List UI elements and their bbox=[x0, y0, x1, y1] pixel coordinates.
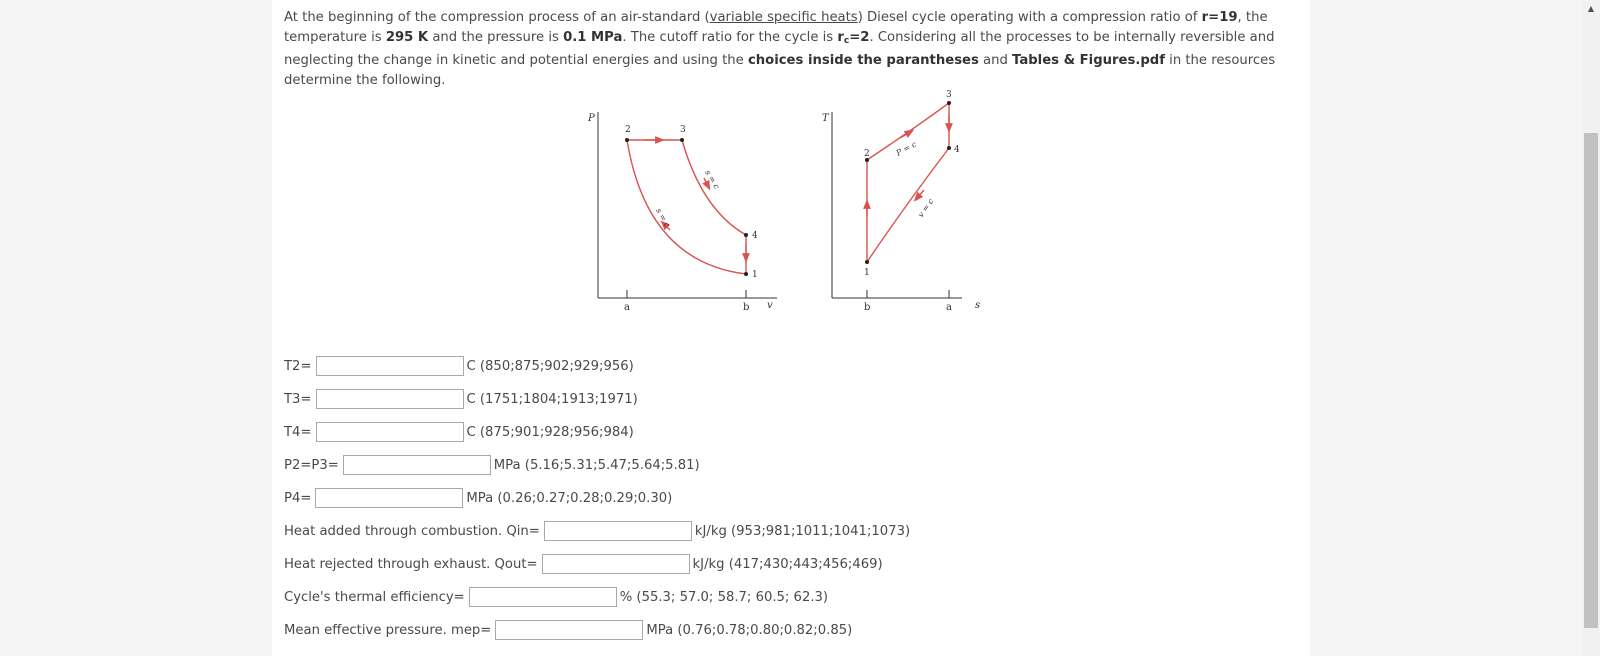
field-label: T4= bbox=[284, 424, 312, 440]
field-label: P2=P3= bbox=[284, 457, 339, 473]
pv-diagram bbox=[587, 112, 777, 313]
scroll-up-arrow-icon[interactable]: ▲ bbox=[1587, 4, 1595, 13]
field-label: T3= bbox=[284, 391, 312, 407]
ts-point-label-3: 3 bbox=[946, 90, 952, 100]
tables-reference: Tables & Figures.pdf bbox=[1012, 53, 1165, 68]
answer-row-t4 bbox=[284, 420, 634, 444]
field-label: T2= bbox=[284, 358, 312, 374]
scroll-thumb[interactable] bbox=[1584, 133, 1598, 628]
pv-isentropic-label: s = c bbox=[654, 206, 672, 229]
ts-point-label-1: 1 bbox=[864, 268, 870, 278]
answer-row-t3 bbox=[284, 387, 638, 411]
pv-y-label: P bbox=[588, 113, 595, 124]
pv-point-label-2: 2 bbox=[625, 125, 631, 135]
field-unit: kJ/kg (953;981;1011;1041;1073) bbox=[694, 523, 911, 539]
page-scrollbar[interactable] bbox=[1582, 0, 1600, 656]
pv-state-point bbox=[680, 138, 684, 142]
answer-row-efficiency bbox=[284, 585, 828, 609]
answer-row-t2 bbox=[284, 354, 634, 378]
main-content bbox=[272, 0, 1310, 656]
p2-p3-input[interactable] bbox=[343, 455, 491, 475]
ts-arrow-2-3 bbox=[900, 132, 910, 138]
field-unit: C (850;875;902;929;956) bbox=[466, 358, 634, 374]
pv-state-point bbox=[625, 138, 629, 142]
diesel-cycle-figure bbox=[272, 0, 1310, 330]
question-part: . Considering all the processes to be internally reversible and neglecting the change in kinetic and potential energies and using the bbox=[284, 30, 1275, 68]
answer-row-p2-p3 bbox=[284, 453, 700, 477]
ts-state-point bbox=[947, 101, 951, 105]
variable-specific-heats-link[interactable]: variable specific heats bbox=[709, 10, 858, 25]
pv-tick-label-b: b bbox=[743, 302, 750, 313]
question-part: and the pressure is bbox=[428, 30, 564, 45]
qout-input[interactable] bbox=[542, 554, 690, 574]
mep-input[interactable] bbox=[495, 620, 643, 640]
pv-process-1-2 bbox=[627, 140, 746, 274]
question-part: and bbox=[978, 53, 1013, 68]
answer-row-qout bbox=[284, 552, 883, 576]
question-part: ) Diesel cycle operating with a compression ratio of bbox=[857, 10, 1202, 25]
answer-row-qin bbox=[284, 519, 910, 543]
question-part: . The cutoff ratio for the cycle is bbox=[622, 30, 838, 45]
question-part: , the temperature is bbox=[284, 10, 1268, 45]
pv-state-point bbox=[744, 272, 748, 276]
choices-emphasis: choices inside the parantheses bbox=[747, 53, 979, 68]
pv-point-label-1: 1 bbox=[752, 270, 758, 280]
question-part: At the beginning of the compression process of an air-standard ( bbox=[284, 10, 710, 25]
ts-point-label-4: 4 bbox=[954, 145, 960, 155]
field-label: Mean effective pressure. mep= bbox=[284, 622, 492, 638]
pv-point-label-4: 4 bbox=[752, 231, 758, 241]
field-unit: MPa (5.16;5.31;5.47;5.64;5.81) bbox=[493, 457, 700, 473]
ts-point-label-2: 2 bbox=[864, 149, 870, 159]
field-label: Heat rejected through exhaust. Qout= bbox=[284, 556, 538, 572]
efficiency-input[interactable] bbox=[469, 587, 617, 607]
field-label: Heat added through combustion. Qin= bbox=[284, 523, 540, 539]
ts-isochoric-label: v = c bbox=[916, 196, 936, 220]
ts-tick-label-b: b bbox=[864, 302, 871, 313]
field-label: P4= bbox=[284, 490, 312, 506]
qin-input[interactable] bbox=[544, 521, 692, 541]
cutoff-ratio: $r_c=2$ bbox=[837, 30, 870, 46]
ts-isobaric-label: P = c bbox=[894, 139, 919, 158]
pv-x-label: v bbox=[767, 300, 773, 311]
ts-y-label: T bbox=[822, 113, 829, 124]
compression-ratio: r=19 bbox=[1201, 10, 1238, 25]
p4-input[interactable] bbox=[315, 488, 463, 508]
ts-x-label: s bbox=[975, 300, 981, 311]
pv-point-label-3: 3 bbox=[680, 125, 686, 135]
answer-row-p4 bbox=[284, 486, 672, 510]
initial-temperature: 295 K bbox=[385, 30, 429, 45]
ts-diagram bbox=[822, 90, 980, 313]
question-part: in the resources determine the following. bbox=[284, 53, 1276, 88]
field-unit: MPa (0.76;0.78;0.80;0.82;0.85) bbox=[646, 622, 853, 638]
ts-arrow-4-1 bbox=[917, 190, 924, 198]
field-unit: C (1751;1804;1913;1971) bbox=[466, 391, 638, 407]
pv-tick-label-a: a bbox=[624, 302, 630, 313]
initial-pressure: 0.1 MPa bbox=[563, 30, 623, 45]
ts-state-point bbox=[947, 146, 951, 150]
t3-input[interactable] bbox=[316, 389, 464, 409]
field-label: Cycle's thermal efficiency= bbox=[284, 589, 465, 605]
ts-process-4-1 bbox=[867, 148, 949, 262]
pv-state-point bbox=[744, 233, 748, 237]
field-unit: % (55.3; 57.0; 58.7; 60.5; 62.3) bbox=[619, 589, 829, 605]
t4-input[interactable] bbox=[316, 422, 464, 442]
ts-state-point bbox=[865, 260, 869, 264]
field-unit: C (875;901;928;956;984) bbox=[466, 424, 634, 440]
field-unit: MPa (0.26;0.27;0.28;0.29;0.30) bbox=[466, 490, 673, 506]
field-unit: kJ/kg (417;430;443;456;469) bbox=[692, 556, 883, 572]
pv-isentropic-label: s = c bbox=[703, 168, 722, 191]
t2-input[interactable] bbox=[316, 356, 464, 376]
ts-tick-label-a: a bbox=[946, 302, 952, 313]
answer-row-mep bbox=[284, 618, 852, 642]
